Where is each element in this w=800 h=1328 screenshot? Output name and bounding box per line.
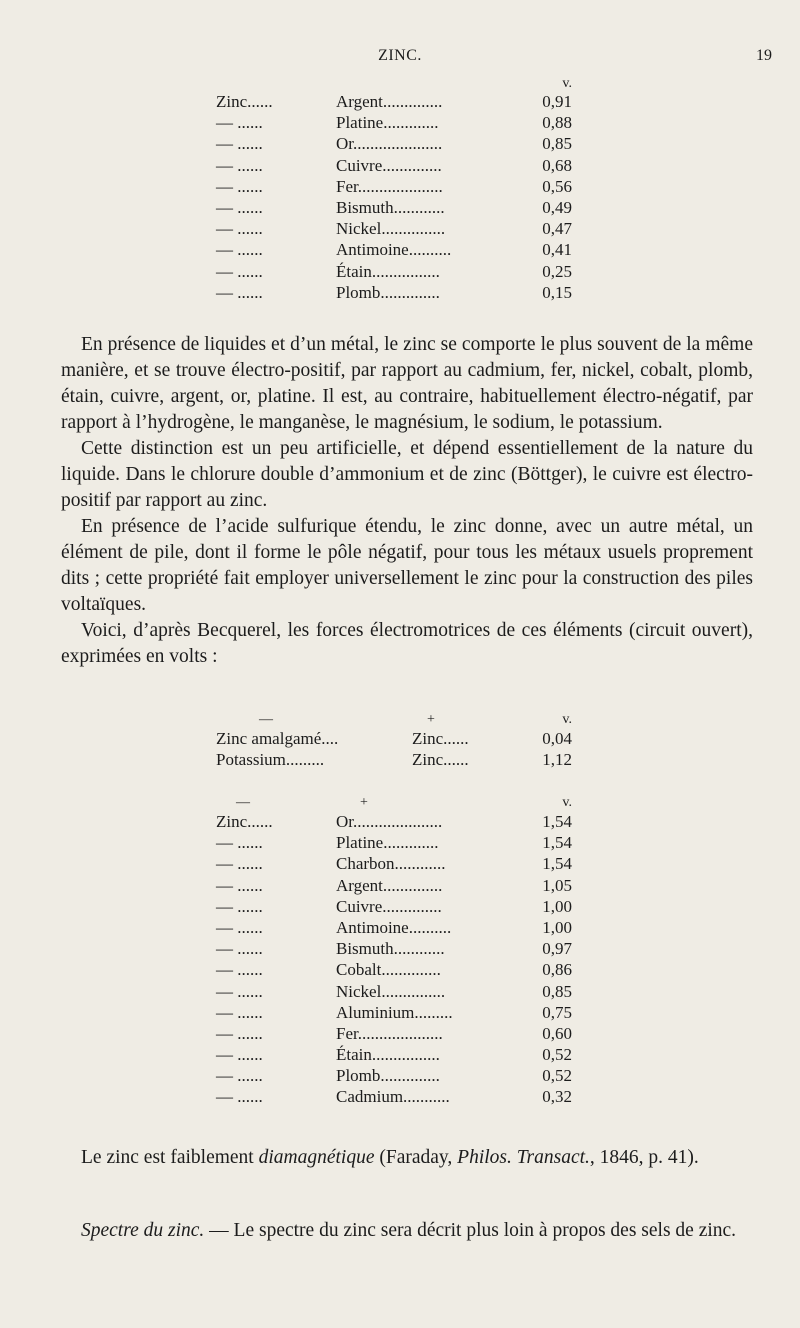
plus-sign: + (360, 795, 368, 810)
table-row (0, 197, 800, 218)
italic-citation: Philos. Transact. (457, 1147, 590, 1168)
table-row (0, 155, 800, 176)
row-left-label: — ...... (216, 854, 263, 874)
running-title: ZINC. (378, 47, 422, 64)
row-right-label: Argent.............. (336, 875, 443, 895)
page-number: 19 (756, 47, 772, 64)
unit-label: v. (562, 712, 572, 727)
row-value: 1,54 (542, 812, 572, 831)
row-left-label: — ...... (216, 917, 263, 937)
row-left-label: — ...... (216, 981, 263, 1001)
paragraph-spectrum (61, 1218, 753, 1244)
table-row (0, 1044, 800, 1065)
table-header (0, 795, 800, 811)
italic-heading: Spectre du zinc. (81, 1220, 205, 1241)
table-row (0, 959, 800, 980)
table-row (0, 981, 800, 1002)
paragraph-1: En présence de liquides et d’un métal, le zinc se comporte le plus souvent de la même manière, et se trouve électro-positif, par rapport au cadmium, fer, nickel, cobalt, plomb, étain, cuivre, argent, or, platine. Il est, au contraire, habituellement électro-négatif, par rapport à l’hydrogène, le manganèse, le magnésium, le sodium, le potassium. (61, 334, 753, 433)
italic-term: diamagnétique (258, 1147, 375, 1168)
row-value: 1,00 (542, 917, 572, 937)
row-value: 0,91 (542, 92, 572, 111)
row-right-label: Zinc...... (412, 729, 469, 748)
row-right-label: Fer.................... (336, 1023, 443, 1043)
row-value: 0,52 (542, 1045, 572, 1065)
row-left-label: — ...... (216, 282, 263, 302)
row-value: 0,85 (542, 134, 572, 154)
row-right-label: Bismuth............ (336, 939, 445, 959)
row-left-label: — ...... (216, 134, 263, 154)
unit-label: v. (562, 795, 572, 810)
row-right-label: Cadmium........... (336, 1087, 450, 1107)
row-left-label: — ...... (216, 113, 263, 133)
row-value: 1,54 (542, 854, 572, 874)
table-row (0, 218, 800, 239)
row-left-label: — ...... (216, 155, 263, 175)
table-row (0, 1002, 800, 1023)
row-right-label: Cuivre.............. (336, 155, 442, 175)
text-run: , 1846, p. 41). (589, 1147, 699, 1168)
row-left-label: — ...... (216, 960, 263, 980)
row-right-label: Étain................ (336, 261, 440, 281)
row-right-label: Antimoine.......... (336, 240, 452, 260)
row-value: 0,56 (542, 176, 572, 196)
row-right-label: Fer.................... (336, 176, 443, 196)
unit-label: v. (562, 76, 572, 91)
row-value: 0,47 (542, 219, 572, 239)
row-right-label: Or..................... (336, 134, 443, 154)
row-left-label: — ...... (216, 219, 263, 239)
body-text-1 (61, 332, 753, 670)
row-left-label: Zinc amalgamé.... (216, 729, 339, 748)
row-left-label: — ...... (216, 833, 263, 853)
row-value: 1,54 (542, 833, 572, 853)
row-right-label: Platine............. (336, 113, 439, 133)
row-value: 0,52 (542, 1066, 572, 1086)
row-right-label: Platine............. (336, 833, 439, 853)
table-row (0, 811, 800, 832)
row-right-label: Aluminium......... (336, 1002, 453, 1022)
row-right-label: Zinc...... (412, 750, 469, 770)
row-right-label: Antimoine.......... (336, 917, 452, 937)
row-left-label: — ...... (216, 875, 263, 895)
table-row (0, 112, 800, 133)
paragraph-3: En présence de l’acide sulfurique étendu, le zinc donne, avec un autre métal, un élément de pile, dont il forme le pôle négatif, pour tous les métaux usuels proprement dits ; cette propriété fait employer universellement le zinc pour la construction des piles voltaïques. (61, 516, 753, 615)
row-left-label: Potassium......... (216, 750, 325, 770)
table-row (0, 282, 800, 303)
table-amalgam (0, 712, 800, 770)
minus-sign: — (236, 795, 250, 810)
table-row (0, 261, 800, 282)
table-row (0, 728, 800, 749)
minus-sign: — (259, 712, 273, 727)
row-value: 0,86 (542, 960, 572, 980)
row-value: 0,88 (542, 113, 572, 133)
table-zinc-potentials (0, 77, 800, 303)
paragraph-4: Voici, d’après Becquerel, les forces électromotrices de ces éléments (circuit ouvert), exprimées en volts : (61, 620, 753, 667)
row-left-label: — ...... (216, 1002, 263, 1022)
row-right-label: Argent.............. (336, 92, 443, 111)
table-row (0, 1065, 800, 1086)
row-value: 0,15 (542, 282, 572, 302)
row-value: 0,04 (542, 729, 572, 748)
row-left-label: — ...... (216, 197, 263, 217)
text-run: — Le spectre du zinc sera décrit plus loin à propos des sels de zinc. (204, 1220, 737, 1241)
row-left-label: — ...... (216, 1087, 263, 1107)
table-row (0, 853, 800, 874)
row-value: 0,68 (542, 155, 572, 175)
table-header (0, 712, 800, 728)
text-run: (Faraday, (374, 1147, 458, 1168)
table-row (0, 1086, 800, 1107)
table-row (0, 875, 800, 896)
row-left-label: — ...... (216, 1066, 263, 1086)
table-row (0, 938, 800, 959)
paragraph-diamagnetic (61, 1145, 753, 1171)
row-left-label: — ...... (216, 261, 263, 281)
row-right-label: Plomb.............. (336, 282, 440, 302)
row-value: 1,00 (542, 896, 572, 916)
row-right-label: Nickel............... (336, 219, 446, 239)
text-run: Le zinc est faiblement (81, 1147, 259, 1168)
row-value: 0,75 (542, 1002, 572, 1022)
plus-sign: + (427, 712, 435, 727)
row-left-label: — ...... (216, 1023, 263, 1043)
row-value: 0,32 (542, 1087, 572, 1107)
row-left-label: — ...... (216, 1045, 263, 1065)
row-right-label: Étain................ (336, 1045, 440, 1065)
table-header (0, 77, 800, 91)
row-value: 0,49 (542, 197, 572, 217)
table-row (0, 749, 800, 770)
table-row (0, 1023, 800, 1044)
row-left-label: — ...... (216, 176, 263, 196)
row-left-label: Zinc...... (216, 812, 273, 831)
row-left-label: — ...... (216, 896, 263, 916)
table-row (0, 896, 800, 917)
table-row (0, 832, 800, 853)
row-right-label: Or..................... (336, 812, 443, 831)
body-text-2 (61, 1145, 753, 1171)
row-value: 0,97 (542, 939, 572, 959)
table-row (0, 176, 800, 197)
body-text-3 (61, 1218, 753, 1244)
row-left-label: — ...... (216, 939, 263, 959)
row-right-label: Cobalt.............. (336, 960, 441, 980)
row-value: 1,12 (542, 750, 572, 770)
row-left-label: — ...... (216, 240, 263, 260)
row-right-label: Charbon............ (336, 854, 446, 874)
table-row (0, 91, 800, 112)
row-left-label: Zinc...... (216, 92, 273, 111)
page-header (0, 47, 800, 69)
table-row (0, 133, 800, 154)
row-value: 0,60 (542, 1023, 572, 1043)
row-right-label: Plomb.............. (336, 1066, 440, 1086)
table-row (0, 239, 800, 260)
paragraph-2: Cette distinction est un peu artificielle, et dépend essentiellement de la nature du liquide. Dans le chlorure double d’ammonium et de zinc (Böttger), le cuivre est électro-positif par rapport au zinc. (61, 438, 753, 511)
row-value: 0,41 (542, 240, 572, 260)
row-right-label: Nickel............... (336, 981, 446, 1001)
row-value: 0,25 (542, 261, 572, 281)
row-value: 1,05 (542, 875, 572, 895)
row-right-label: Bismuth............ (336, 197, 445, 217)
table-becquerel-forces (0, 795, 800, 1108)
row-right-label: Cuivre.............. (336, 896, 442, 916)
row-value: 0,85 (542, 981, 572, 1001)
table-row (0, 917, 800, 938)
